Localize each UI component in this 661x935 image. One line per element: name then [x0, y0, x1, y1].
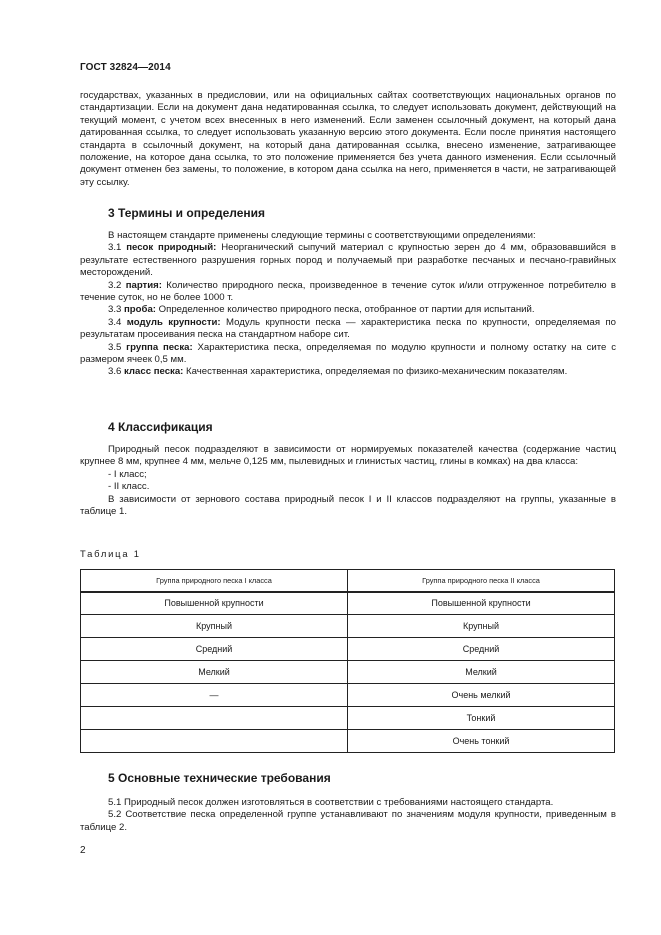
section-3-heading: 3 Термины и определения	[108, 206, 266, 220]
term-3-3	[80, 304, 616, 316]
section-4-heading: 4 Классификация	[108, 420, 213, 434]
table-cell: Очень тонкий	[348, 730, 615, 753]
table-header-row	[81, 570, 615, 592]
table-caption: Таблица 1	[80, 548, 141, 559]
term-name: проба:	[124, 304, 156, 316]
table-cell: Очень мелкий	[348, 684, 615, 707]
term-definition: Модуль крупности песка — характеристика песка по крупности, определяемая по результатам просеивания песка на стандартном наборе сит.	[80, 316, 616, 341]
table-cell: Средний	[81, 638, 348, 661]
table-cell: Крупный	[81, 615, 348, 638]
section-4-body	[80, 444, 616, 518]
table-header-cell: Группа природного песка II класса	[348, 570, 615, 592]
table-cell: Тонкий	[348, 707, 615, 730]
table-header-cell: Группа природного песка I класса	[81, 570, 348, 592]
section-5-paragraph-1: 5.1 Природный песок должен изготовляться в соответствии с требованиями настоящего стандарта.	[108, 797, 554, 808]
section-5-paragraph-2: 5.2 Соответствие песка определенной группе устанавливают по значениям модуля крупности, приведенным в таблице 2.	[80, 809, 616, 833]
page-number: 2	[80, 845, 86, 856]
table-cell: Мелкий	[348, 661, 615, 684]
term-3-5	[80, 342, 616, 367]
class-list-item: - II класс.	[108, 481, 150, 493]
table-row	[81, 730, 615, 753]
table-1	[80, 569, 615, 753]
term-number: 3.4	[108, 316, 122, 328]
term-name: группа песка:	[126, 341, 193, 353]
intro-paragraph-block	[80, 90, 616, 189]
table-row	[81, 592, 615, 615]
intro-paragraph: государствах, указанных в предисловии, или на официальных сайтах соответствующих национальных органов по стандартизации. Если на документ дана недатированная ссылка, то следует использовать документ, действующий на текущий момент, с учетом всех внесенных в него изменений. Если заменен ссылочный документ, на который дана датированная ссылка, то следует использовать указанную версию этого документа. Если после принятия настоящего стандарта в ссылочный документ, на который дана датированная ссылка, внесено изменение, затрагивающее положение, на которое дана ссылка, то это положение применяется без учета данного изменения. Если ссылочный документ отменен без замены, то положение, в котором дана ссылка на него, применяется в части, не затрагивающей эту ссылку.	[80, 90, 616, 188]
table-cell: Мелкий	[81, 661, 348, 684]
table-cell: Повышенной крупности	[81, 592, 348, 615]
table-row	[81, 615, 615, 638]
section-3-body	[80, 230, 616, 379]
term-number: 3.2	[108, 279, 122, 291]
section-4-paragraph-2: В зависимости от зернового состава природный песок I и II классов подразделяют на группы, указанные в таблице 1.	[80, 493, 616, 518]
term-number: 3.1	[108, 242, 122, 254]
term-definition: Неорганический сыпучий материал с крупностью зерен до 4 мм, образовавшийся в результате естественного разрушения горных пород и получаемый при разработке песчаных и песчано-гравийных месторождений.	[80, 242, 617, 279]
term-3-2	[80, 280, 616, 305]
table-cell: Повышенной крупности	[348, 592, 615, 615]
table-row	[81, 638, 615, 661]
term-definition: Характеристика песка, определяемая по модулю крупности и полному остатку на сите с размером ячеек 0,5 мм.	[80, 341, 616, 366]
term-name: класс песка:	[124, 366, 184, 378]
term-name: партия:	[125, 279, 162, 291]
term-number: 3.3	[108, 304, 122, 316]
table-cell: Крупный	[348, 615, 615, 638]
term-3-1	[80, 242, 616, 279]
document-header: ГОСТ 32824—2014	[80, 62, 171, 73]
term-number: 3.5	[108, 341, 122, 353]
table-row	[81, 684, 615, 707]
table-cell: Средний	[348, 638, 615, 661]
table-cell	[81, 730, 348, 753]
table-cell	[81, 707, 348, 730]
section-5-body	[80, 797, 616, 834]
table-cell: —	[81, 684, 348, 707]
section-5-heading: 5 Основные технические требования	[108, 771, 331, 785]
section-4-paragraph-1: Природный песок подразделяют в зависимости от нормируемых показателей качества (содержание частиц крупнее 8 мм, крупнее 4 мм, мельче 0,125 мм, пылевидных и глинистых частиц, глины в комках) на два класса:	[80, 444, 616, 468]
term-3-6	[80, 366, 616, 378]
term-definition: Качественная характеристика, определяемая по физико-механическим показателям.	[186, 366, 568, 378]
class-list-item: - I класс;	[108, 468, 147, 480]
term-name: модуль крупности:	[126, 316, 221, 328]
term-name: песок природный:	[126, 242, 217, 254]
term-definition: Определенное количество природного песка, отобранное от партии для испытаний.	[158, 304, 535, 316]
term-definition: Количество природного песка, произведенное в течение суток и/или отгруженное потребителю в течение суток, но не более 1000 т.	[80, 279, 617, 304]
table-row	[81, 707, 615, 730]
section-3-intro: В настоящем стандарте применены следующие термины с соответствующими определениями:	[108, 230, 536, 241]
table-row	[81, 661, 615, 684]
term-3-4	[80, 317, 616, 342]
term-number: 3.6	[108, 366, 122, 378]
